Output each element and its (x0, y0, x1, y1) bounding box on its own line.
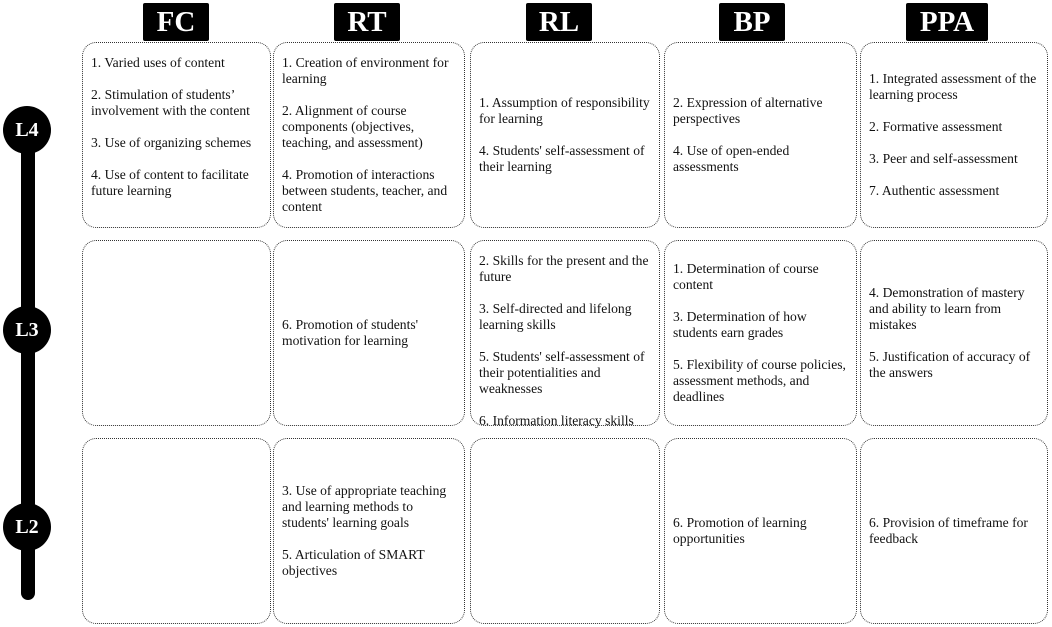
criterion-item: 4. Students' self-assessment of their learning (479, 143, 645, 174)
criterion-item: 2. Expression of alternative perspectives (673, 95, 823, 126)
criterion-item: 4. Promotion of interactions between students, teacher, and content (282, 167, 448, 214)
column-header-fc: FC (143, 3, 209, 41)
column-header-bp: BP (719, 3, 785, 41)
criterion-item: 3. Determination of how students earn grades (673, 309, 807, 340)
criterion-item: 5. Justification of accuracy of the answers (869, 349, 1031, 380)
criterion-item: 7. Authentic assessment (869, 183, 1000, 198)
level-marker-l3: L3 (3, 306, 51, 354)
cell-l3-rl (470, 240, 660, 426)
criterion-item: 3. Use of organizing schemes (91, 135, 252, 150)
criterion-item: 5. Articulation of SMART objectives (282, 547, 425, 578)
cell-l2-fc (82, 438, 271, 624)
criterion-item: 3. Peer and self-assessment (869, 151, 1018, 166)
criterion-item: 2. Formative assessment (869, 119, 1003, 134)
criterion-item: 4. Use of content to facilitate future learning (91, 167, 249, 198)
column-header-ppa: PPA (906, 3, 988, 41)
criterion-item: 1. Integrated assessment of the learning process (869, 71, 1037, 102)
criterion-item: 5. Flexibility of course policies, assessment methods, and deadlines (673, 357, 846, 404)
cell-l3-ppa (860, 240, 1048, 426)
criterion-item: 2. Alignment of course components (objectives, teaching, and assessment) (282, 103, 423, 150)
cell-l4-rl (470, 42, 660, 228)
criterion-item: 2. Stimulation of students’ involvement with the content (91, 87, 250, 118)
criterion-item: 6. Provision of timeframe for feedback (869, 515, 1028, 546)
column-header-rt: RT (334, 3, 400, 41)
column-header-rl: RL (526, 3, 592, 41)
criterion-item: 4. Demonstration of mastery and ability to learn from mistakes (869, 285, 1025, 332)
cell-l2-ppa (860, 438, 1048, 624)
criterion-item: 3. Use of appropriate teaching and learning methods to students' learning goals (282, 483, 447, 530)
cell-l4-fc (82, 42, 271, 228)
cell-l2-rl (470, 438, 660, 624)
cell-l4-bp (664, 42, 857, 228)
cell-l4-ppa (860, 42, 1048, 228)
criterion-item: 1. Determination of course content (673, 261, 819, 292)
criterion-item: 6. Promotion of learning opportunities (673, 515, 807, 546)
criterion-item: 5. Students' self-assessment of their potentialities and weaknesses (479, 349, 645, 396)
cell-l3-fc (82, 240, 271, 426)
cell-l4-rt (273, 42, 465, 228)
cell-l2-rt (273, 438, 465, 624)
cell-l3-rt (273, 240, 465, 426)
criterion-item: 2. Skills for the present and the future (479, 253, 649, 284)
level-marker-l4: L4 (3, 106, 51, 154)
criterion-item: 1. Varied uses of content (91, 55, 225, 70)
criterion-item: 4. Use of open-ended assessments (673, 143, 790, 174)
criterion-item: 1. Creation of environment for learning (282, 55, 449, 86)
criterion-item: 3. Self-directed and lifelong learning skills (479, 301, 632, 332)
cell-l2-bp (664, 438, 857, 624)
criterion-item: 6. Information literacy skills (479, 413, 634, 428)
criterion-item: 1. Assumption of responsibility for learning (479, 95, 650, 126)
level-marker-l2: L2 (3, 503, 51, 551)
cell-l3-bp (664, 240, 857, 426)
criterion-item: 6. Promotion of students' motivation for learning (282, 317, 419, 348)
